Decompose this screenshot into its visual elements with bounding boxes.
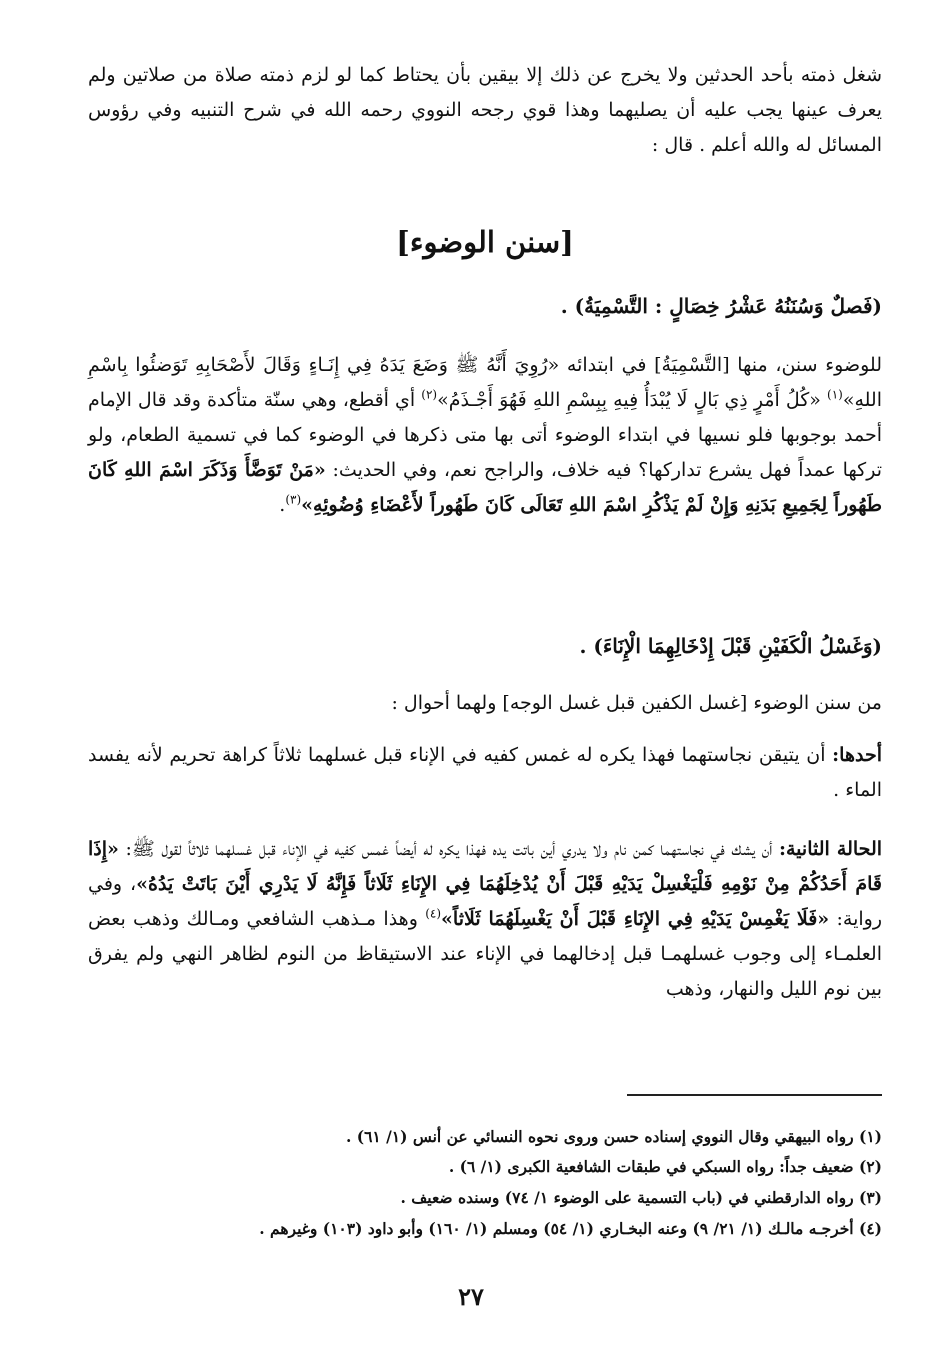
first-case-text: أن يتيقن نجاستهما فهذا يكره له غمس كفيه في الإناء قبل غسلهما ثلاثاً كراهة تحريم لأنه يفسد الماء . — [88, 744, 882, 801]
first-case-paragraph — [88, 738, 882, 808]
tasmiya-hadith: «مَنْ تَوَضَّأَ وَذَكَرَ اسْمَ اللهِ كَانَ طَهُوراً لِجَمِيعِ بَدَنِهِ وَإِنْ لَمْ يَذْكُرِ اسْمَ اللهِ تَعَالَى كَانَ طَهُوراً لأَعْضَاءِ وُضُوئِهِ» — [88, 459, 882, 516]
second-case-text-1: أن يشك في نجاستهما كمن نام ولا يدري أين باتت يده فهذا يكره له أيضاً غمس كفيه في الإناء قبل غسلهما ثلاثاً لقول ﷺ: — [118, 838, 779, 860]
tasmiya-text-1: للوضوء سنن، منها [التَّسْمِيَةُ] في ابتدائه «رُوِيَ أَنَّهُ ﷺ وَضَعَ يَدَهُ فِي إِنَـاءٍ وَقَالَ لأَصْحَابِهِ تَوَضئُوا بِاسْمِ اللهِ» — [88, 354, 882, 411]
second-case-paragraph — [88, 832, 882, 1007]
footnote-4: (٤) أخرجـه مالـك (١/ ٢١/ ٩) وعنه البخـاري (١/ ٥٤) ومسلم (١/ ١٦٠) وأبو داود (١٠٣) وغيرهم . — [259, 1219, 882, 1238]
footnote-ref-1[interactable]: (١) — [827, 387, 843, 402]
ahwal-paragraph: من سنن الوضوء [غسل الكفين قبل غسل الوجه] ولهما أحوال : — [391, 692, 882, 714]
footnote-ref-4[interactable]: (٤) — [425, 906, 442, 921]
matn-kaffain: (وَغَسْلُ الْكَفَيْنِ قَبْلَ إِدْخَالِهِمَا الْإِنَاءَ) . — [579, 634, 882, 658]
footnote-ref-3[interactable]: (٣) — [285, 492, 302, 507]
footnote-ref-2[interactable]: (٢) — [421, 387, 438, 402]
footnote-2: (٢) ضعيف جداً: رواه السبكي في طبقات الشافعية الكبرى (١/ ٦) . — [448, 1157, 882, 1176]
page-number: ٢٧ — [458, 1282, 484, 1311]
footnote-1: (١) رواه البيهقي وقال النووي إسناده حسن وروى نحوه النسائي عن أنس (١/ ٦١) . — [345, 1127, 882, 1146]
matn-tasmiya: (فَصلٌ وَسُنَنُهُ عَشْرُ خِصَالٍ : التَّسْمِيَةُ) . — [560, 294, 882, 318]
second-case-label: الحالة الثانية: — [778, 838, 883, 860]
intro-paragraph: شغل ذمته بأحد الحدثين ولا يخرج عن ذلك إلا بيقين بأن يحتاط كما لو لزم ذمته صلاة من صلاتين ولم يعرف عينها يجب عليه أن يصليهما وهذا قوي رجحه النووي رحمه الله في شرح التنبيه وفي رؤوس المسائل له والله أعلم . قال : — [88, 64, 882, 156]
footnote-3: (٣) رواه الدارقطني في (باب التسمية على الوضوء ١/ ٧٤) وسنده ضعيف . — [400, 1188, 882, 1207]
tasmiya-paragraph — [88, 348, 882, 523]
section-heading: [سنن الوضوء] — [396, 225, 574, 259]
second-case-text-3: وهذا مـذهب الشافعي ومـالك وذهب بعض العلمـاء إلى وجوب غسلهمـا قبل إدخالهما في الإناء عند الاستيقاظ من النوم لظاهر النهي ولم يفرق بين نوم الليل والنهار، وذهب — [88, 908, 882, 1000]
tasmiya-text-3: أي أقطع، وهي سنّة متأكدة وقد قال الإمام أحمد بوجوبها فلو نسيها في ابتداء الوضوء أتى بها متى ذكرها في الوضوء كما في تسمية الطعام، ولو تركها عمداً فهل يشرع تداركها؟ فيه خلاف، والراجح نعم، وفي الحديث: — [88, 389, 882, 481]
second-case-hadith-1: «إِذَا قَامَ أَحَدُكُمْ مِنْ نَوْمِهِ فَلْيَغْسِلْ يَدَيْهِ قَبْلَ أَنْ يُدْخِلَهُمَا فِي الإِنَاءِ ثَلَاثاً فَإِنَّهُ لَا يَدْرِي أَيْنَ بَاتَتْ يَدُهُ» — [88, 838, 882, 895]
tasmiya-text-2: «كُلُ أَمْرٍ ذِي بَالٍ لَا يُبْدَأُ فِيهِ بِبِسْمِ اللهِ فَهُوَ أَجْـذَمُ» — [437, 389, 827, 411]
tasmiya-end: . — [279, 494, 286, 516]
first-case-label: أحدها: — [832, 744, 882, 766]
second-case-hadith-2: «فَلَا يَغْمِسْ يَدَيْهِ فِي الإِنَاءِ قَبْلَ أَنْ يَغْسِلَهُمَا ثَلَاثاً» — [441, 908, 830, 930]
footnote-separator — [627, 1094, 882, 1096]
second-case-text-2: ، وفي رواية: — [88, 873, 882, 930]
